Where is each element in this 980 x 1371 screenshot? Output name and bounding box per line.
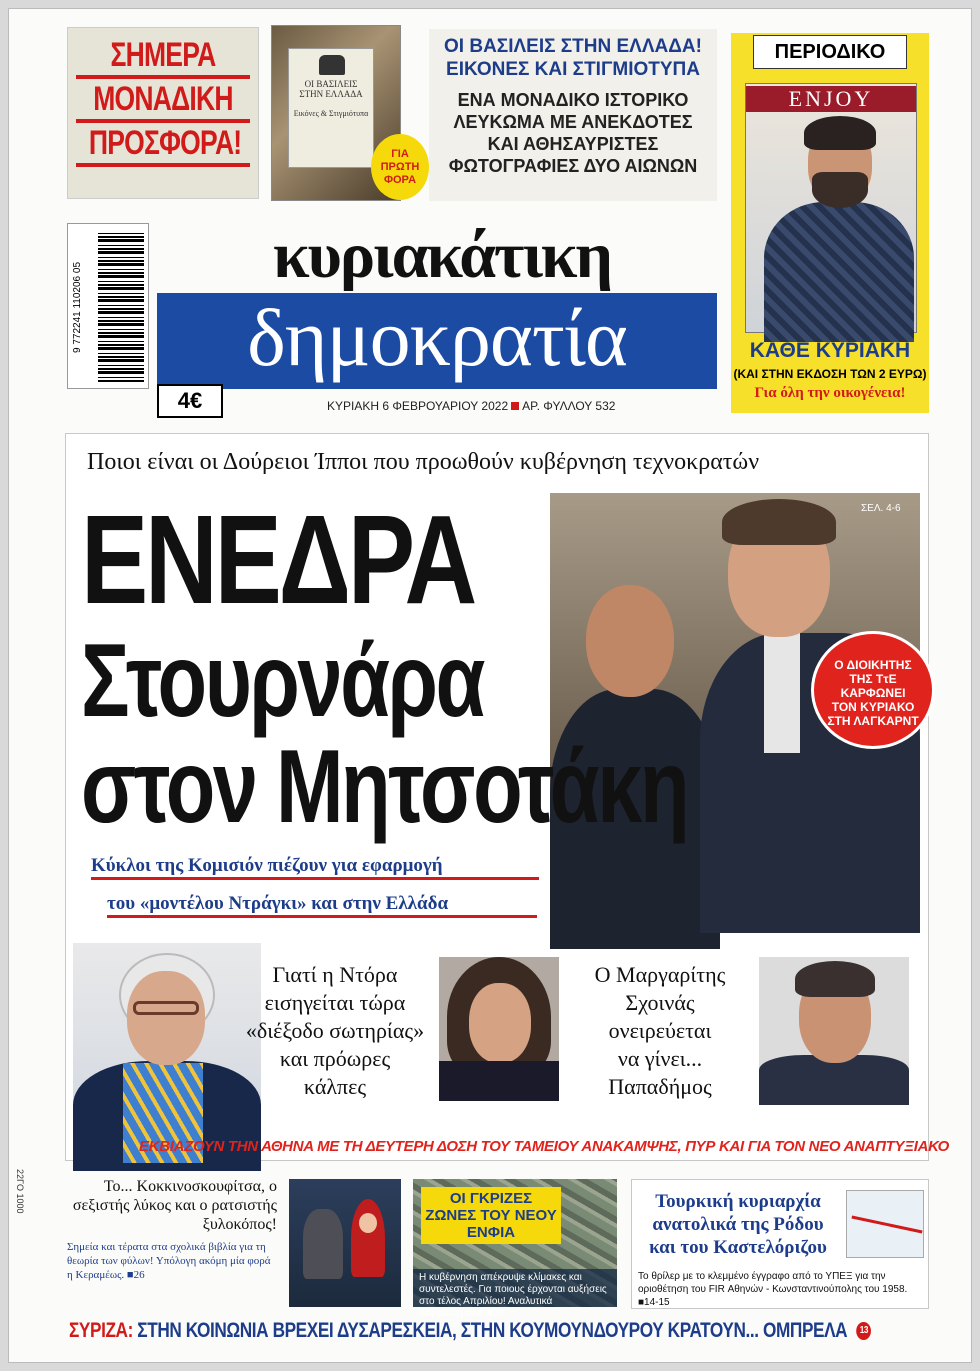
- turkish-fir-story[interactable]: [631, 1179, 929, 1309]
- photo-person-2-hair: [722, 499, 836, 545]
- syriza-banner[interactable]: [69, 1319, 869, 1343]
- photo-person-head: [469, 983, 531, 1063]
- story-line: «διέξοδο σωτηρίας»: [245, 1018, 425, 1043]
- red-ribbon-headline[interactable]: ΕΚΒΙΑΖΟΥΝ ΤΗΝ ΑΘΗΝΑ ΜΕ ΤΗ ΔΕΥΤΕΡΗ ΔΟΣΗ ΤΟΥ ΤΑΜΕΙΟΥ ΑΝΑΚΑΜΨΗΣ, ΠΥΡ ΚΑΙ ΓΙΑ ΤΟΝ ΝΕΟ ΑΝΑΠΤΥΞΙΑΚΟ: [139, 1138, 950, 1155]
- subhead-text: του «μοντέλου Ντράγκι» και στην Ελλάδα: [107, 893, 449, 914]
- promo-body-line: ΛΕΥΚΩΜΑ ΜΕ ΑΝΕΚΔΟΤΕΣ: [453, 112, 693, 132]
- barcode-digits: 9 772241 110206 05: [72, 261, 83, 353]
- enfia-caption: Η κυβέρνηση απέκρυψε κλίμακες και συντελεστές. Για ποιους έρχονται αυξήσεις στο τέλος Απριλίου! Αναλυτικά παραδείγματα. ■29: [413, 1269, 617, 1307]
- badge-line: ΤΟΝ ΚΥΡΙΑΚΟ: [831, 700, 915, 714]
- schinas-story[interactable]: [565, 961, 755, 1101]
- separator-square-icon: [511, 402, 519, 410]
- barcode: [67, 223, 149, 389]
- story-title: Τουρκική κυριαρχία ανατολικά της Ρόδου και του Καστελόριζου: [649, 1191, 827, 1258]
- masthead[interactable]: [157, 219, 717, 389]
- promo-body-line: ΦΩΤΟΓΡΑΦΙΕΣ ΔΥΟ ΑΙΩΝΩΝ: [448, 156, 698, 176]
- promo-line-3: ΠΡΟΣΦΟΡΑ!: [88, 124, 242, 162]
- magazine-line-1: ΚΑΘΕ ΚΥΡΙΑΚΗ: [749, 339, 911, 362]
- magazine-cover: [745, 83, 917, 333]
- fir-map-icon: [846, 1190, 924, 1258]
- page-reference: ΣΕΛ. 4-6: [861, 503, 901, 514]
- badge-line: ΤΗΣ ΤτΕ: [849, 672, 897, 686]
- book-promo-text[interactable]: [429, 29, 717, 201]
- badge-line: ΠΡΩΤΗ: [380, 161, 420, 173]
- photo-person-1-head: [586, 585, 674, 697]
- promo-offer-box[interactable]: [67, 27, 259, 199]
- story-title: Το... Κοκκινοσκουφίτσα, ο σεξιστής λύκος και ο ρατσιστής ξυλοκόπος!: [72, 1178, 277, 1233]
- promo-rule: [76, 163, 250, 167]
- story-summary: Σημεία και τέρατα στα σχολικά βιβλία για τη θεωρία των φύλων! Υπόλογη ακόμη μία φορά η Κεραμέως. ■26: [67, 1241, 271, 1281]
- main-kicker: Ποιοι είναι οι Δούρειοι Ίπποι που προωθούν κυβέρνηση τεχνοκρατών: [87, 449, 760, 475]
- promo-line-1: ΣΗΜΕΡΑ: [110, 36, 216, 74]
- main-subhead-2: [107, 893, 537, 918]
- promo-rule: [76, 119, 250, 123]
- newspaper-front-page: [8, 8, 972, 1363]
- story-line: εισηγείται τώρα: [264, 990, 406, 1015]
- magazine-logo: ENJOY: [746, 86, 916, 112]
- cover-person-hair: [804, 116, 876, 150]
- cover-person-body: [764, 202, 914, 342]
- masthead-word-2: δημοκρατία: [247, 292, 627, 383]
- headline-line-2: Στουρνάρα: [81, 623, 484, 739]
- story-line: και πρόωρες: [279, 1046, 391, 1071]
- enfia-aerial-photo[interactable]: [413, 1179, 617, 1319]
- story-line: Παπαδήμος: [608, 1074, 712, 1099]
- promo-headline-line: ΕΙΚΟΝΕΣ ΚΑΙ ΣΤΙΓΜΙΟΤΥΠΑ: [446, 59, 700, 80]
- photo-person-head: [127, 971, 205, 1065]
- fir-boundary-line: [851, 1216, 922, 1234]
- promo-headline-line: ΟΙ ΒΑΣΙΛΕΙΣ ΣΤΗΝ ΕΛΛΑΔΑ!: [444, 36, 702, 57]
- issue-date: ΚΥΡΙΑΚΗ 6 ΦΕΒΡΟΥΑΡΙΟΥ 2022: [327, 399, 509, 413]
- book-title: ΟΙ ΒΑΣΙΛΕΙΣ ΣΤΗΝ ΕΛΛΑΔΑ: [299, 79, 363, 99]
- badge-line: ΣΤΗ ΛΑΓΚΑΡΝΤ: [827, 714, 919, 728]
- story-line: να γίνει...: [617, 1046, 703, 1071]
- promo-body-line: ΚΑΙ ΑΘΗΣΑΥΡΙΣΤΕΣ: [487, 134, 659, 154]
- barcode-bars: [98, 232, 144, 382]
- story-red-riding-hood[interactable]: [67, 1177, 277, 1282]
- badge-line: ΓΙΑ: [391, 148, 409, 160]
- main-subhead-1: [91, 855, 539, 880]
- subhead-rule: [91, 877, 539, 880]
- headline-line-3[interactable]: στον Μητσοτάκη: [81, 729, 688, 845]
- book-cover: [288, 48, 374, 168]
- issue-number: ΑΡ. ΦΥΛΛΟΥ 532: [522, 399, 616, 413]
- red-riding-hood-illustration[interactable]: [289, 1179, 401, 1307]
- photo-person-2-shirt: [764, 633, 800, 753]
- glasses-icon: [133, 1001, 199, 1015]
- story-line: ονειρεύεται: [608, 1018, 712, 1043]
- enfia-title: ΟΙ ΓΚΡΙΖΕΣ ΖΩΝΕΣ ΤΟΥ ΝΕΟΥ ΕΝΦΙΑ: [421, 1187, 561, 1244]
- story-line: Γιατί η Ντόρα: [272, 962, 398, 987]
- subhead-rule: [107, 915, 537, 918]
- story-summary: Το θρίλερ με το κλεμμένο έγγραφο από το ΥΠΕΞ για την οριοθέτηση του FIR Αθηνών - Κωνσταντινούπολης του 1958. ■14-15: [638, 1271, 908, 1308]
- syriza-label: ΣΥΡΙΖΑ:: [69, 1319, 133, 1342]
- bakoyanni-photo[interactable]: [439, 957, 559, 1097]
- lagarde-photo[interactable]: [73, 943, 261, 1161]
- story-line: Σχοινάς: [625, 990, 695, 1015]
- subhead-text: Κύκλοι της Κομισιόν πιέζουν για εφαρμογή: [91, 855, 443, 876]
- book-subtitle: Εικόνες & Στιγμιότυπα: [293, 109, 369, 118]
- magazine-tag: ΠΕΡΙΟΔΙΚΟ: [753, 35, 907, 69]
- dora-story[interactable]: [237, 961, 433, 1101]
- wolf-icon: [303, 1209, 343, 1279]
- badge-line: ΚΑΡΦΩΝΕΙ: [840, 686, 906, 700]
- story-line: κάλπες: [303, 1074, 367, 1099]
- masthead-word-1: κυριακάτικη: [272, 219, 612, 292]
- side-code: 22ΓΟ 1000: [15, 1169, 25, 1214]
- page-number-badge: 13: [857, 1322, 872, 1340]
- main-headline[interactable]: [81, 489, 551, 739]
- badge-line: ΦΟΡΑ: [383, 174, 417, 186]
- headline-line-1: ΕΝΕΔΡΑ: [81, 489, 475, 630]
- photo-person-hair: [795, 961, 875, 997]
- child-face-icon: [359, 1213, 377, 1233]
- main-red-badge: [811, 631, 935, 749]
- magazine-line-3: Για όλη την οικογένεια!: [754, 385, 906, 401]
- promo-body-line: ΕΝΑ ΜΟΝΑΔΙΚΟ ΙΣΤΟΡΙΚΟ: [457, 90, 689, 110]
- first-time-badge: [371, 134, 429, 200]
- crown-icon: [319, 55, 345, 75]
- cover-person-beard: [812, 172, 868, 208]
- schinas-photo[interactable]: [759, 957, 909, 1097]
- photo-person-body: [439, 1061, 559, 1101]
- promo-line-2: ΜΟΝΑΔΙΚΗ: [93, 80, 233, 118]
- promo-rule: [76, 75, 250, 79]
- dateline: [327, 399, 727, 413]
- badge-line: Ο ΔΙΟΙΚΗΤΗΣ: [834, 658, 912, 672]
- story-line: Ο Μαργαρίτης: [594, 962, 726, 987]
- syriza-text: ΣΤΗΝ ΚΟΙΝΩΝΙΑ ΒΡΕΧΕΙ ΔΥΣΑΡΕΣΚΕΙΑ, ΣΤΗΝ ΚΟΥΜΟΥΝΔΟΥΡΟΥ ΚΡΑΤΟΥΝ... ΟΜΠΡΕΛΑ: [137, 1319, 848, 1342]
- price-box: 4€: [157, 384, 223, 418]
- magazine-line-2: (ΚΑΙ ΣΤΗΝ ΕΚΔΟΣΗ ΤΩΝ 2 ΕΥΡΩ): [733, 367, 927, 381]
- magazine-promo[interactable]: [731, 33, 929, 413]
- red-hood-icon: [351, 1199, 385, 1277]
